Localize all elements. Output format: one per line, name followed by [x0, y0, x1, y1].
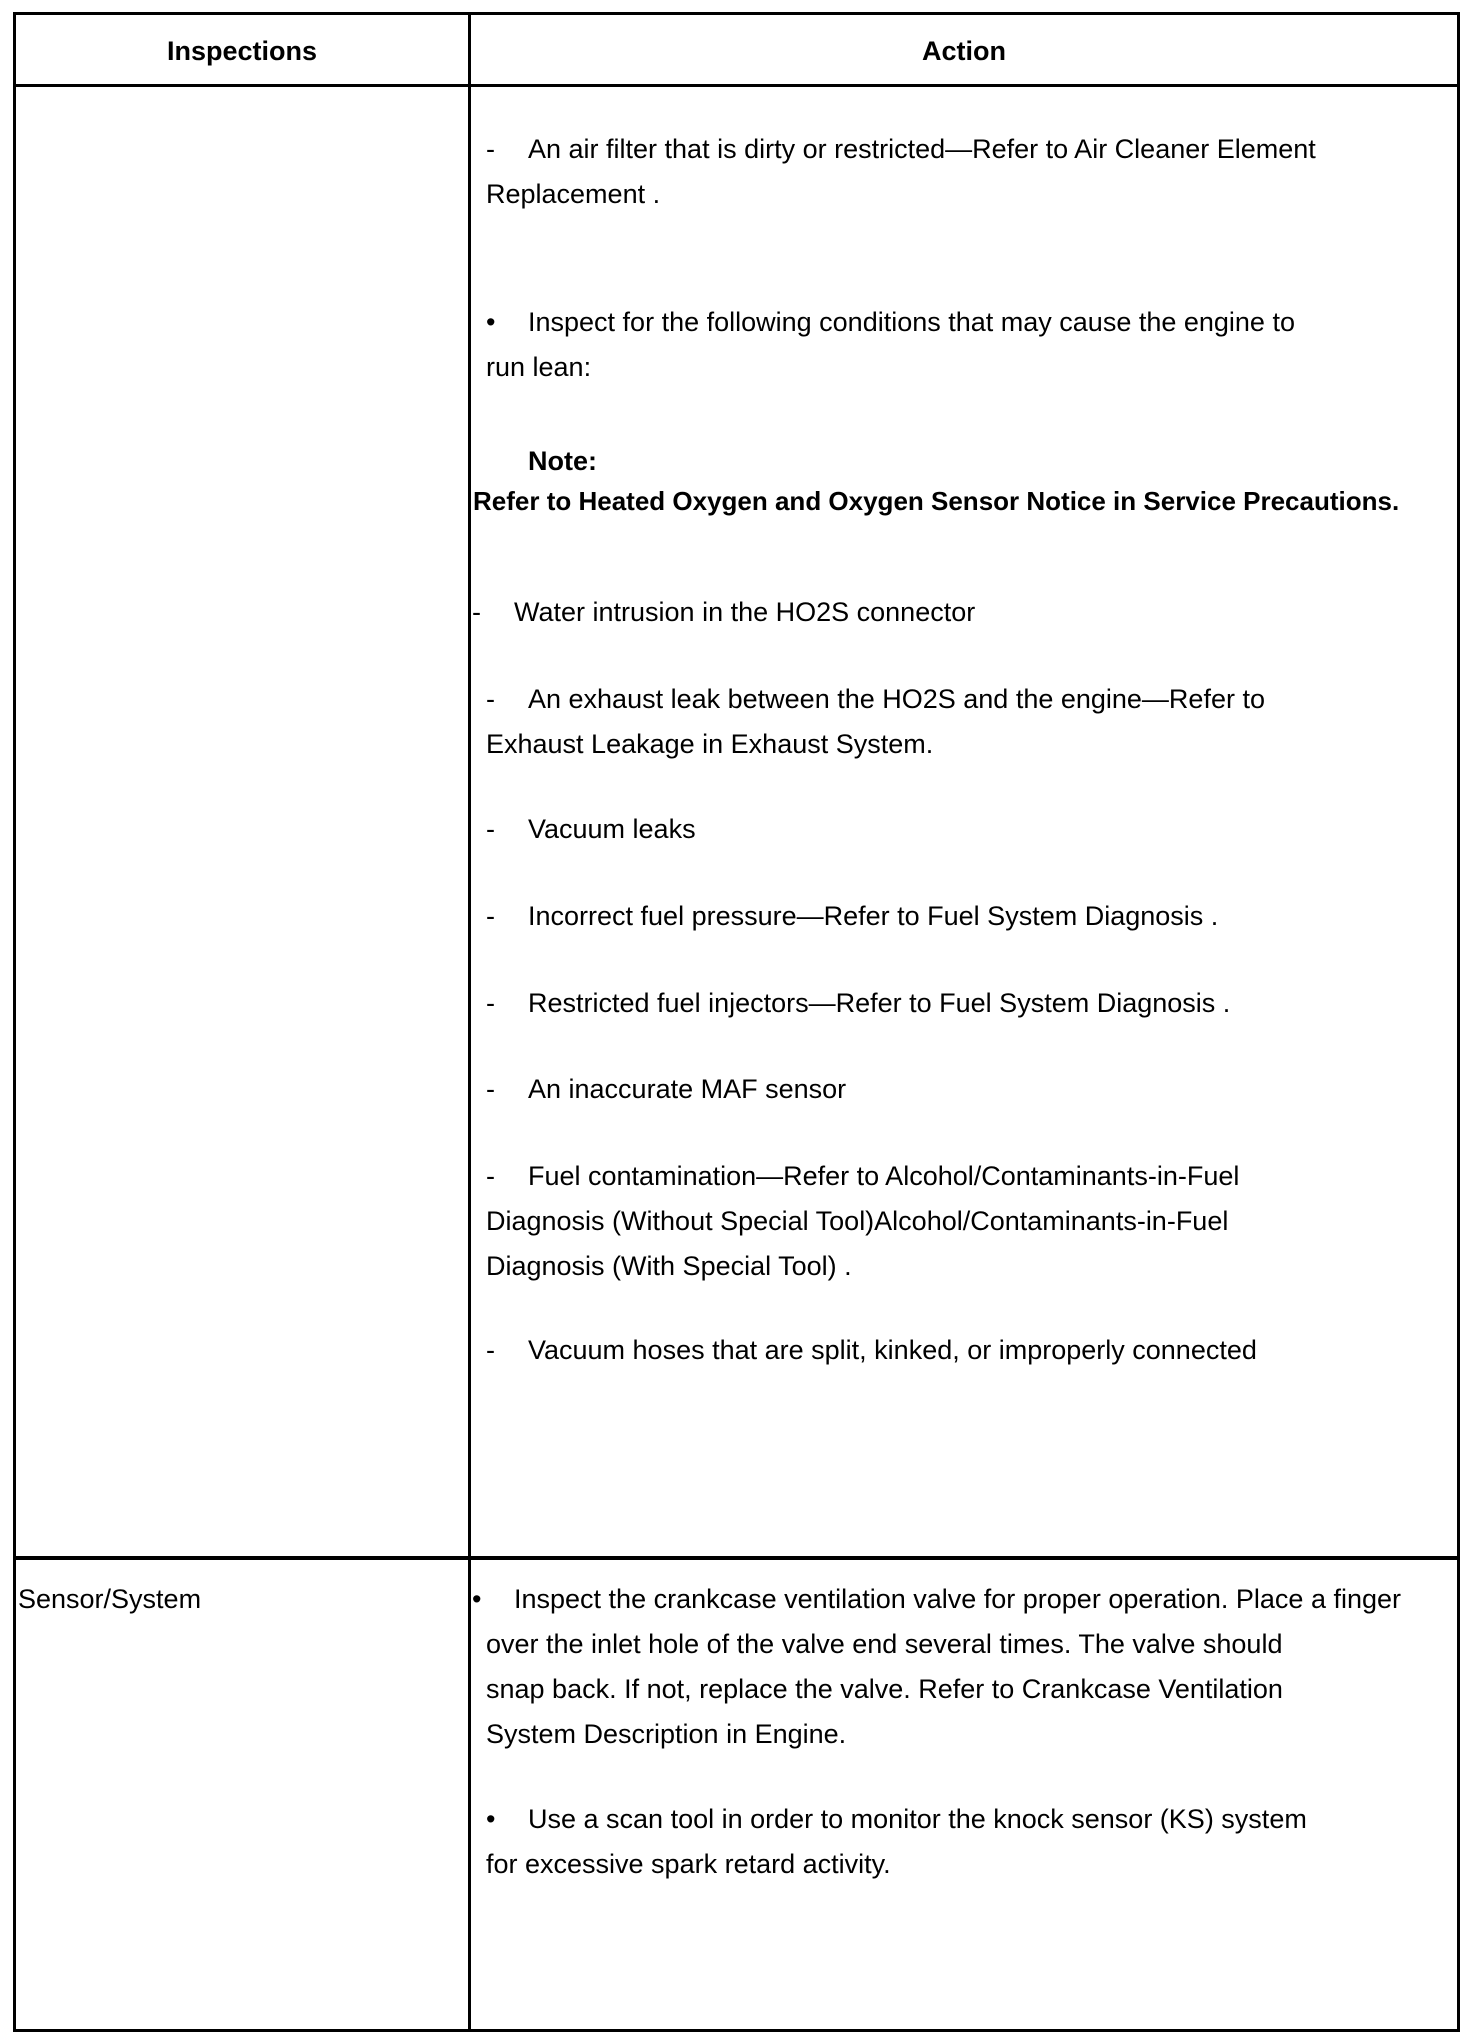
action-item-exhaust-leak: - An exhaust leak between the HO2S and the engine—Refer to Exhaust Leakage in Exhaust System. — [486, 684, 1265, 759]
action-item-crankcase-valve: • Inspect the crankcase ventilation valve for proper operation. Place a finger over the inlet hole of the valve end several times. The valve should snap back. If not, replace the valve. Refer to Crankcase Ventilation System Description in Engine. — [472, 1584, 1402, 1749]
action-item-fuel-contamination: - Fuel contamination—Refer to Alcohol/Contaminants-in-Fuel Diagnosis (Without Special Tool)Alcohol/Contaminants-in-Fuel Diagnosis (With Special Tool) . — [486, 1161, 1240, 1281]
action-item-fuel-pressure: - Incorrect fuel pressure—Refer to Fuel System Diagnosis . — [486, 901, 1219, 931]
action-item-vacuum-hoses: - Vacuum hoses that are split, kinked, or improperly connected — [486, 1335, 1257, 1365]
header-action: Action — [922, 36, 1006, 66]
action-item-run-lean: • Inspect for the following conditions that may cause the engine to run lean: — [486, 307, 1295, 382]
row-divider — [16, 1556, 1457, 1560]
column-divider — [468, 15, 471, 2029]
action-item-knock-sensor: • Use a scan tool in order to monitor the knock sensor (KS) system for excessive spark retard activity. — [486, 1804, 1307, 1879]
row2-inspection: Sensor/System — [18, 1584, 202, 1614]
action-item-water-intrusion: - Water intrusion in the HO2S connector — [472, 597, 976, 627]
action-item-vacuum-leaks: - Vacuum leaks — [486, 814, 696, 844]
action-item-air-filter: - An air filter that is dirty or restricted—Refer to Air Cleaner Element Replacement . — [486, 134, 1316, 209]
note-text: Refer to Heated Oxygen and Oxygen Sensor Notice in Service Precautions. — [473, 486, 1400, 516]
inspection-table — [13, 12, 1460, 2032]
note-label: Note: — [528, 446, 597, 476]
header-inspections: Inspections — [166, 36, 318, 66]
action-item-maf-sensor: - An inaccurate MAF sensor — [486, 1074, 847, 1104]
action-item-fuel-injectors: - Restricted fuel injectors—Refer to Fuel System Diagnosis . — [486, 988, 1231, 1018]
header-divider — [16, 84, 1457, 87]
